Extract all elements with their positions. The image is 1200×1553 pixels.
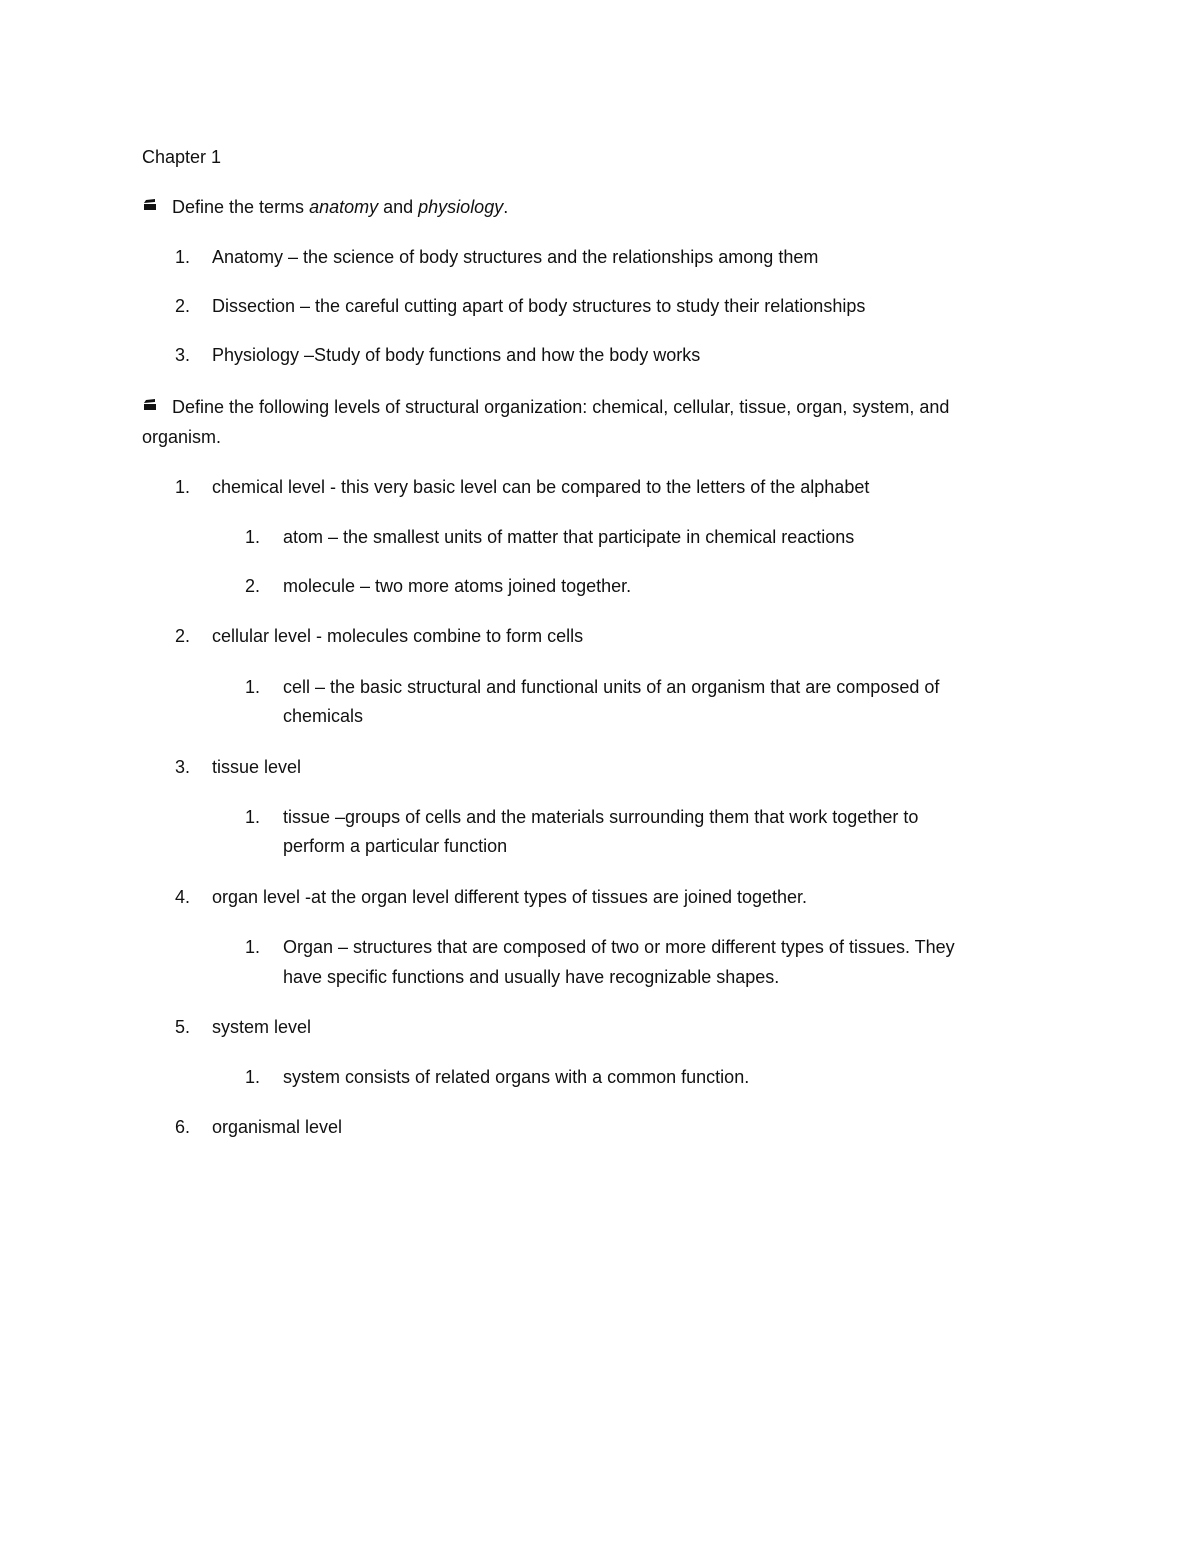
- clapperboard-icon: [143, 399, 157, 411]
- objective-text: and: [378, 197, 419, 217]
- sublevel-tissue: tissue –groups of cells and the materials surrounding them that work together to: [283, 807, 919, 827]
- list-number: 5.: [175, 1017, 191, 1037]
- level-system: system level: [212, 1017, 312, 1037]
- list-number: 1.: [175, 247, 191, 267]
- sublist-number: 1.: [245, 937, 261, 957]
- sublist-number: 1.: [245, 677, 261, 697]
- clapperboard-icon: [143, 199, 157, 211]
- term-physiology: physiology: [418, 197, 504, 217]
- level-cellular: cellular level - molecules combine to form cells: [212, 626, 584, 646]
- level-chemical: chemical level - this very basic level can be compared to the letters of the alphabet: [212, 477, 870, 497]
- sublevel-cell-continued: chemicals: [283, 706, 364, 726]
- term-anatomy: anatomy: [309, 197, 379, 217]
- sublist-number: 2.: [245, 576, 261, 596]
- level-organismal: organismal level: [212, 1117, 343, 1137]
- list-item-physiology: Physiology –Study of body functions and how the body works: [212, 345, 701, 365]
- objective-levels-line1: Define the following levels of structural organization: chemical, cellular, tissue, organ, system, and: [172, 397, 950, 417]
- sublevel-tissue-continued: perform a particular function: [283, 836, 508, 856]
- list-number: 3.: [175, 757, 191, 777]
- list-number: 3.: [175, 345, 191, 365]
- sublevel-molecule: molecule – two more atoms joined together.: [283, 576, 632, 596]
- sublist-number: 1.: [245, 807, 261, 827]
- level-organ: organ level -at the organ level different types of tissues are joined together.: [212, 887, 808, 907]
- list-number: 1.: [175, 477, 191, 497]
- sublist-number: 1.: [245, 527, 261, 547]
- objective-define-anatomy-physiology: [172, 196, 508, 218]
- list-item-anatomy: Anatomy – the science of body structures and the relationships among them: [212, 247, 819, 267]
- sublevel-system: system consists of related organs with a common function.: [283, 1067, 750, 1087]
- sublevel-atom: atom – the smallest units of matter that participate in chemical reactions: [283, 527, 855, 547]
- sublevel-cell: cell – the basic structural and functional units of an organism that are composed of: [283, 677, 940, 697]
- chapter-heading: Chapter 1: [142, 147, 222, 167]
- list-number: 2.: [175, 296, 191, 316]
- sublevel-organ-continued: have specific functions and usually have recognizable shapes.: [283, 967, 780, 987]
- objective-text: .: [503, 197, 509, 217]
- objective-text: Define the terms: [172, 197, 310, 217]
- list-number: 2.: [175, 626, 191, 646]
- list-item-dissection: Dissection – the careful cutting apart of body structures to study their relationships: [212, 296, 866, 316]
- sublevel-organ: Organ – structures that are composed of two or more different types of tissues. They: [283, 937, 955, 957]
- sublist-number: 1.: [245, 1067, 261, 1087]
- list-number: 6.: [175, 1117, 191, 1137]
- objective-levels-line2: organism.: [142, 427, 222, 447]
- list-number: 4.: [175, 887, 191, 907]
- level-tissue: tissue level: [212, 757, 302, 777]
